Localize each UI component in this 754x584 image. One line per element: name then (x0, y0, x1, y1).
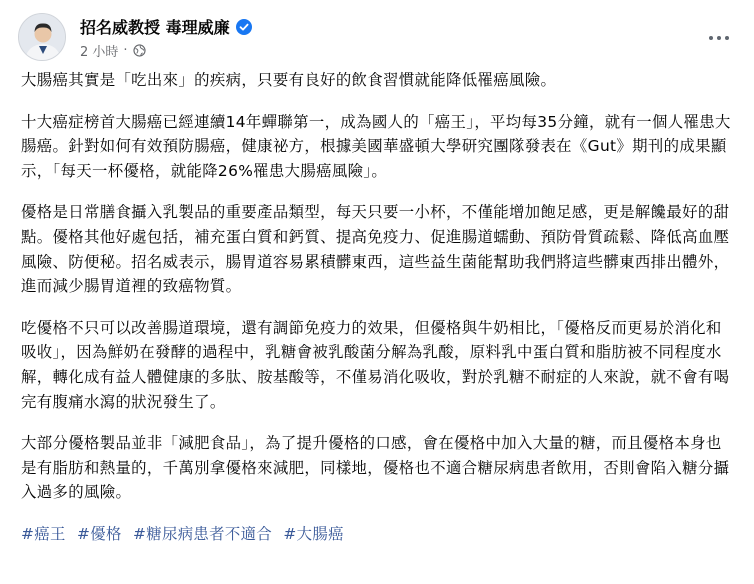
hashtag-link[interactable]: #大腸癌 (283, 524, 344, 543)
meta-separator: · (123, 43, 128, 58)
post-paragraph: 大腸癌其實是「吃出來」的疾病，只要有良好的飲食習慣就能降低罹癌風險。 (21, 71, 557, 89)
hashtag-link[interactable]: #癌王 (21, 524, 66, 543)
post-body (21, 68, 737, 546)
author-avatar[interactable] (18, 13, 66, 61)
post-timestamp[interactable]: 2 小時 (80, 45, 119, 60)
hashtag-link[interactable]: #優格 (76, 524, 122, 543)
post-paragraph: 十大癌症榜首大腸癌已經連續14年蟬聯第一，成為國人的「癌王」，平均每35分鐘，就有一個人罹患大腸癌。針對如何有效預防腸癌，健康祕方，根據美國華盛頓大學研究團隊發表在《Gut》期刊的成果顯示，「每天一杯優格，就能降26%罹患大腸癌風險」。 (21, 112, 731, 180)
post-paragraph: 吃優格不只可以改善腸道環境，還有調節免疫力的效果，但優格與牛奶相比，「優格反而更易於消化和吸收」，因為鮮奶在發酵的過程中，乳糖會被乳酸菌分解為乳酸，原料乳中蛋白質和脂肪被不同程度水解，轉化成有益人體健康的多肽、胺基酸等，不僅易消化吸收，對於乳糖不耐症的人來說，就不會有喝完有腹痛水瀉的狀況發生了。 (21, 318, 730, 411)
post-paragraph: 優格是日常膳食攝入乳製品的重要產品類型，每天只要一小杯，不僅能增加飽足感，更是解饞最好的甜點。優格其他好處包括，補充蛋白質和鈣質、提高免疫力、促進腸道蠕動、預防骨質疏鬆、降低高血壓風險、防便秘。招名威表示，腸胃道容易累積髒東西，這些益生菌能幫助我們將這些髒東西排出體外，進而減少腸胃道裡的致癌物質。 (21, 203, 730, 296)
post-paragraph: 大部分優格製品並非「減肥食品」，為了提升優格的口感，會在優格中加入大量的糖，而且優格本身也是有脂肪和熱量的，千萬別拿優格來減肥，同樣地，優格也不適合糖尿病患者飲用，否則會陷入糖分攝入過多的風險。 (21, 434, 730, 502)
globe-icon[interactable] (133, 44, 146, 57)
post-meta (80, 41, 146, 60)
post-header (18, 11, 738, 63)
more-options-icon[interactable] (702, 21, 736, 55)
hashtag-link[interactable]: #糖尿病患者不適合 (132, 524, 273, 543)
author-name[interactable]: 招名威教授 毒理威廉 (80, 18, 230, 37)
author-name-row (80, 15, 252, 38)
hashtag-list (21, 522, 737, 546)
verified-badge-icon (236, 19, 252, 35)
